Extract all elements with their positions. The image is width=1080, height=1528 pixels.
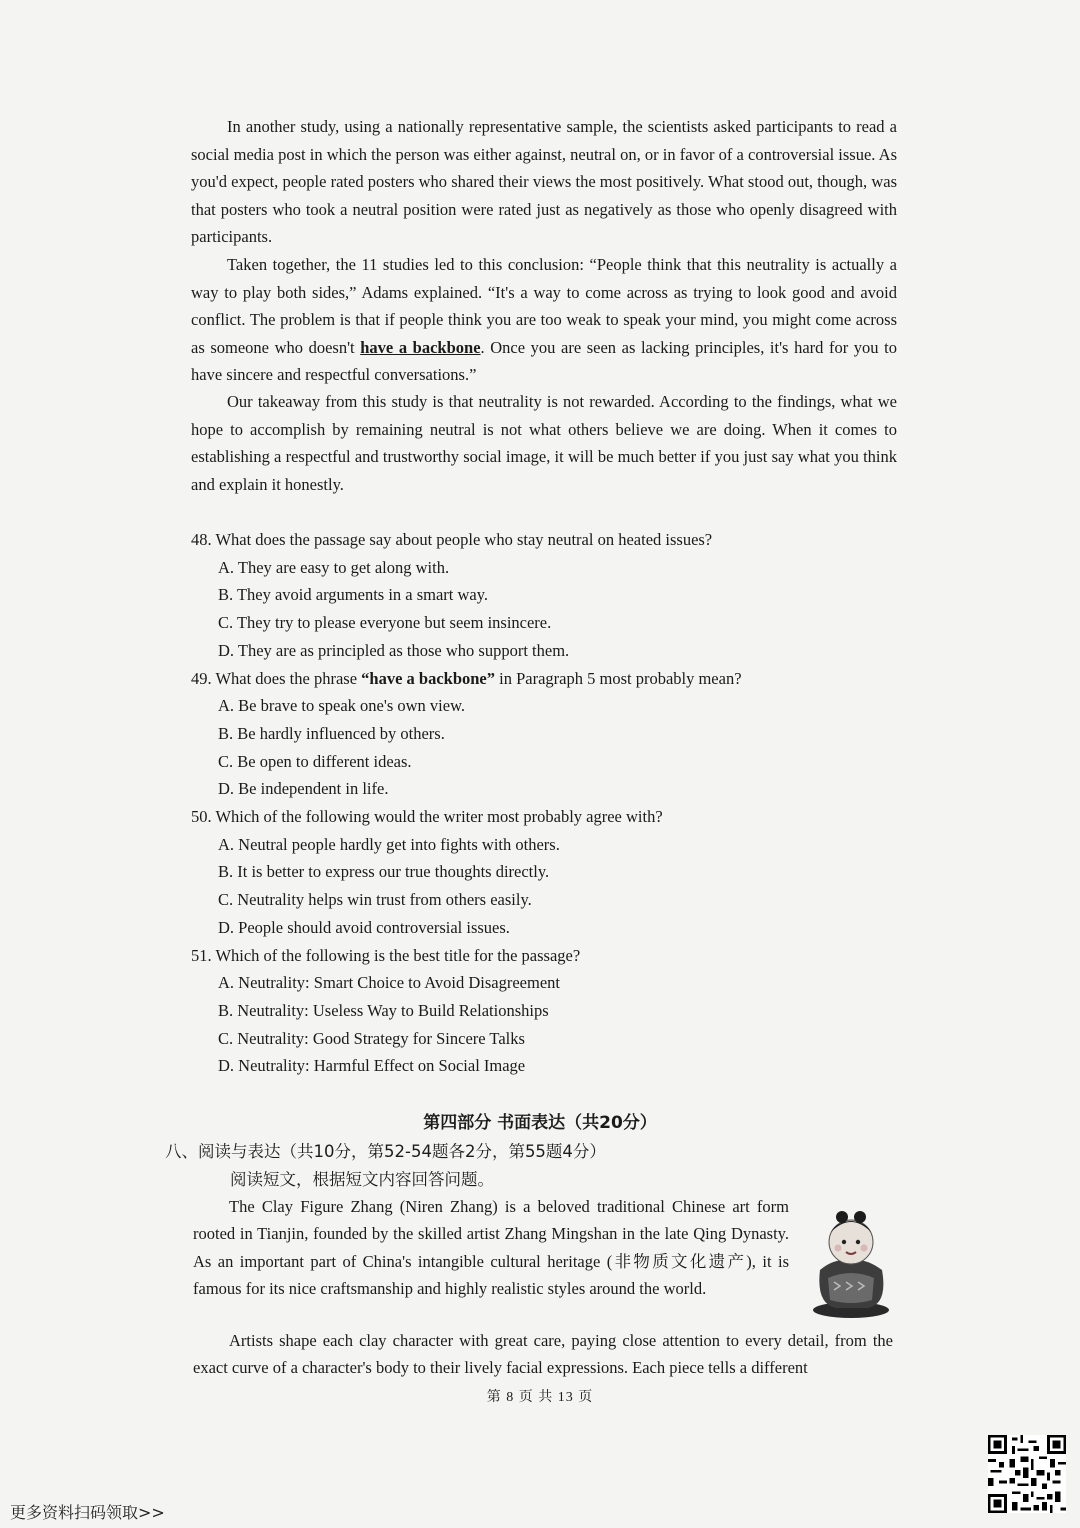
q48-option-d: D. They are as principled as those who support them.: [218, 640, 570, 660]
q50-option-a: A. Neutral people hardly get into fights with others.: [218, 834, 560, 854]
clay-figure-image: [806, 1208, 896, 1320]
question-48: 48. What does the passage say about people who stay neutral on heated issues?: [191, 530, 713, 549]
clay-paragraph-2: Artists shape each clay character with great care, paying close attention to every detail, from the exact curve of a character's body to their lively facial expressions. Each piece tells a different: [193, 1331, 893, 1378]
q49-option-b: B. Be hardly influenced by others.: [218, 723, 445, 743]
q49-option-c: C. Be open to different ideas.: [218, 751, 412, 771]
question-51: 51. Which of the following is the best title for the passage?: [191, 945, 581, 965]
clay-paragraph-1: The Clay Figure Zhang (Niren Zhang) is a beloved traditional Chinese art form rooted in Tianjin, founded by the skilled artist Zhang Mingshan in the late Qing Dynasty. As an important part of China's intangible cultural heritage (非物质文化遗产), it is famous for its nice craftsmanship and highly realistic styles around the world.: [193, 1197, 789, 1298]
backbone-phrase: have a backbone: [360, 337, 481, 357]
q51-option-b: B. Neutrality: Useless Way to Build Relationships: [218, 1000, 549, 1020]
q51-option-a: A. Neutrality: Smart Choice to Avoid Disagreement: [218, 973, 560, 993]
section-instruction: 阅读短文，根据短文内容回答问题。: [230, 1170, 494, 1189]
more-resources-link[interactable]: 更多资料扫码领取>>: [10, 1503, 165, 1522]
q51-option-c: C. Neutrality: Good Strategy for Sincere Talks: [218, 1028, 525, 1048]
q50-option-c: C. Neutrality helps win trust from others easily.: [218, 890, 532, 910]
question-49: [191, 665, 897, 693]
q48-option-a: A. They are easy to get along with.: [218, 557, 450, 577]
passage-paragraph-3: Our takeaway from this study is that neutrality is not rewarded. According to the findings, what we hope to accomplish by remaining neutral is not what others believe we are doing. When it comes to establishing a respectful and trustworthy social image, it will be much better if you just say what you think and explain it honestly.: [191, 392, 897, 494]
q48-option-b: B. They avoid arguments in a smart way.: [218, 585, 489, 605]
q49-option-d: D. Be independent in life.: [218, 779, 389, 799]
q49-stem-b: in Paragraph 5 most probably mean?: [495, 668, 742, 688]
page-number: 第 8 页 共 13 页: [486, 1390, 594, 1405]
q49-stem-a: 49. What does the phrase: [191, 668, 362, 688]
q50-option-b: B. It is better to express our true thoughts directly.: [218, 862, 550, 882]
section-title: 第四部分 书面表达（共20分）: [423, 1113, 657, 1133]
q48-option-c: C. They try to please everyone but seem insincere.: [218, 613, 552, 633]
p2-text-a: Taken together, the 11 studies led to this conclusion: “People think that this neutrality is actually a way to play both sides,” Adams explained. “It's a way to come across as trying to look good and avoid conflict. The problem is that if people think you are too weak to speak your mind, you might come across as someone who doesn't: [191, 255, 897, 357]
q50-option-d: D. People should avoid controversial issues.: [218, 917, 510, 937]
q49-phrase: “have a backbone”: [361, 668, 496, 688]
passage-paragraph-2: [191, 251, 897, 389]
p2-text-b: . Once you are seen as lacking principles, it's hard for you to have sincere and respectful conversations.”: [191, 337, 897, 384]
question-list: [191, 526, 897, 1080]
q51-option-d: D. Neutrality: Harmful Effect on Social Image: [218, 1056, 526, 1076]
q49-option-a: A. Be brave to speak one's own view.: [218, 696, 466, 716]
qr-code-icon[interactable]: [988, 1435, 1066, 1513]
section-subtitle: 八、阅读与表达（共10分，第52-54题各2分，第55题4分）: [165, 1142, 606, 1161]
question-50: 50. Which of the following would the writer most probably agree with?: [191, 807, 663, 827]
passage-paragraph-1: In another study, using a nationally representative sample, the scientists asked participants to read a social media post in which the person was either against, neutral on, or in favor of a controversial issue. As you'd expect, people rated posters who shared their views the most positively. What stood out, though, was that posters who took a neutral position were rated just as negatively as those who openly disagreed with participants.: [191, 117, 897, 246]
